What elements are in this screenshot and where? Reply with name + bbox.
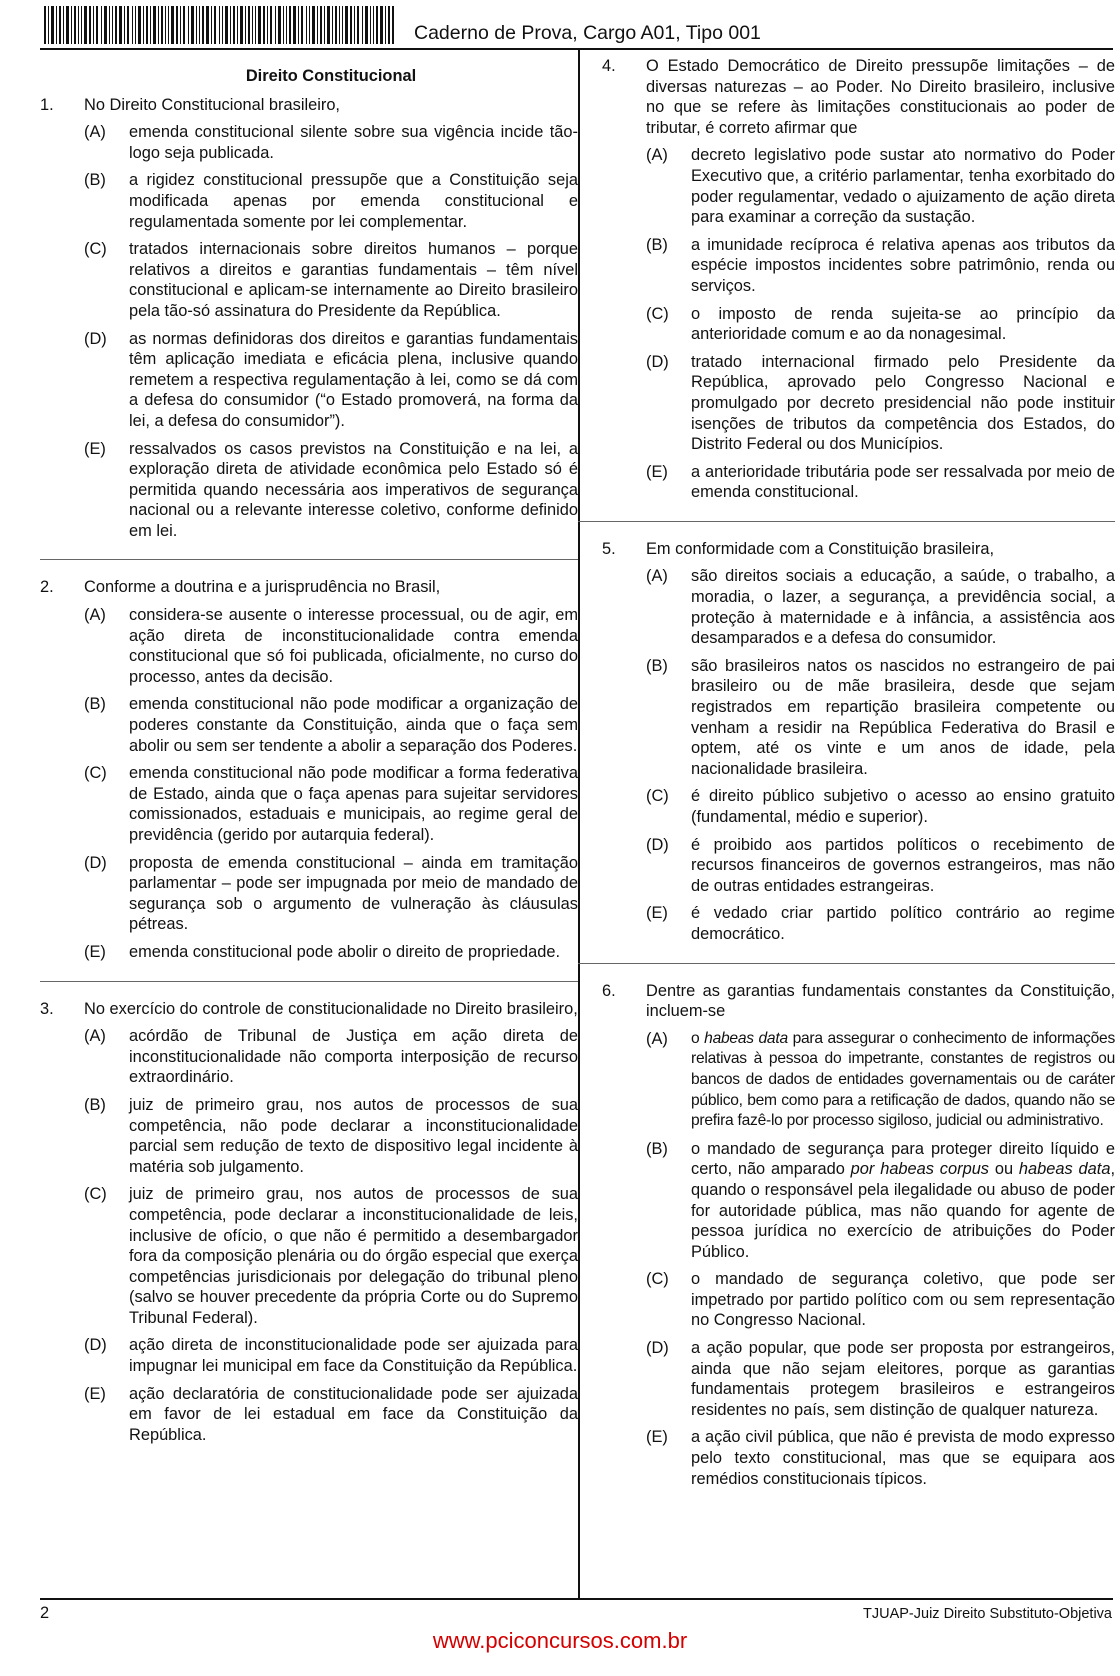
option-text: juiz de primeiro grau, nos autos de processos de sua competência, pode declarar a inconstitucionalidade de leis, inclusive de ofício, o que não é permitido a desembargador fora da composição plenária ou do órgão especial que exerça competências jurisdicionais por delegação do tribunal pleno (salvo se houver precedente da própria Corte ou do Supremo Tribunal Federal). [129, 1185, 578, 1327]
option-d [602, 352, 1115, 455]
option-d [40, 853, 578, 935]
source-url-link[interactable]: www.pciconcursos.com.br [432, 1628, 688, 1653]
option-d [602, 1338, 1115, 1420]
option-d [40, 1335, 578, 1376]
option-text: emenda constitucional pode abolir o direito de propriedade. [129, 942, 560, 961]
option-letter: (C) [646, 787, 669, 806]
question-number: 3. [40, 999, 54, 1018]
option-c [40, 763, 578, 845]
option-letter: (D) [84, 853, 107, 872]
latin-term: habeas data [1018, 1160, 1111, 1179]
option-b [40, 1095, 578, 1177]
option-text: proposta de emenda constitucional – ainda em tramitação parlamentar – pode ser impugnada por meio de mandado de segurança sob o argumento de vulneração às cláusulas pétreas. [129, 853, 578, 934]
option-letter: (B) [646, 235, 668, 254]
option-text: o mandado de segurança coletivo, que pode ser impetrado por partido político com ou sem representação no Congresso Nacional. [691, 1270, 1115, 1330]
option-text: a imunidade recíproca é relativa apenas aos tributos da espécie impostos incidentes sobre patrimônio, renda ou serviços. [691, 235, 1115, 295]
option-c [602, 786, 1115, 827]
left-column [40, 66, 578, 1445]
option-d [40, 329, 578, 432]
question-2 [40, 577, 578, 962]
option-c [602, 1269, 1115, 1331]
exam-name: TJUAP-Juiz Direito Substituto-Objetiva [863, 1606, 1112, 1622]
option-letter: (C) [84, 764, 107, 783]
option-text: são brasileiros natos os nascidos no estrangeiro de pai brasileiro ou de mãe brasileira, desde que sejam registrados em repartição brasileira competente ou venham a residir na República Federativa do Brasil e optem, até os vinte e um anos de idade, pela nacionalidade brasileira. [691, 656, 1115, 778]
option-b [40, 694, 578, 756]
option-text: é vedado criar partido político contrário ao regime democrático. [691, 904, 1115, 943]
question-number: 2. [40, 578, 54, 597]
option-a [602, 1029, 1115, 1132]
option-text: emenda constitucional não pode modificar a organização de poderes constante da Constituição, ainda que o faça sem abolir ou sem ser tendente a abolir a separação dos Poderes. [129, 695, 578, 755]
option-letter: (D) [84, 1336, 107, 1355]
right-column [602, 56, 1115, 1489]
column-divider [578, 48, 580, 1600]
option-text: ação declaratória de constitucionalidade pode ser ajuizada em favor de lei estadual em face da Constituição da República. [129, 1384, 578, 1444]
option-text: a anterioridade tributária pode ser ressalvada por meio de emenda constitucional. [691, 462, 1115, 502]
option-letter: (E) [84, 942, 106, 961]
barcode [44, 6, 394, 44]
option-text: o mandado de segurança para proteger direito líquido e certo, não amparado por habeas corpus ou habeas data, quando o responsável pela ilegalidade ou abuso de poder for autoridade pública, mas não quando for agente de pessoa jurídica no exercício de atribuições do Poder Público. [691, 1139, 1115, 1261]
option-letter: (A) [646, 567, 668, 586]
option-letter: (A) [646, 146, 668, 165]
option-letter: (D) [646, 352, 669, 371]
option-c [602, 304, 1115, 345]
option-text: acórdão de Tribunal de Justiça em ação direta de inconstitucionalidade não comporta interposição de recurso extraordinário. [129, 1027, 578, 1087]
option-e [602, 462, 1115, 503]
option-letter: (D) [646, 835, 669, 854]
option-letter: (D) [646, 1339, 669, 1358]
question-separator [40, 559, 578, 560]
option-text: ação direta de inconstitucionalidade pode ser ajuizada para impugnar lei municipal em face da Constituição da República. [129, 1336, 578, 1376]
option-e [40, 439, 578, 542]
option-letter: (B) [646, 656, 668, 675]
option-text: emenda constitucional não pode modificar a forma federativa de Estado, ainda que o faça apenas para sujeitar servidores comissionados, estaduais e municipais, ao regime geral de previdência (gerido por autarquia federal). [129, 764, 578, 844]
option-letter: (A) [84, 606, 106, 625]
option-d [602, 835, 1115, 897]
question-separator [578, 963, 1115, 964]
option-letter: (B) [646, 1139, 668, 1158]
option-letter: (C) [84, 240, 107, 259]
option-text: o imposto de renda sujeita-se ao princípio da anterioridade comum e ao da nonagesimal. [691, 304, 1115, 344]
option-a [602, 566, 1115, 648]
question-stem: Conforme a doutrina e a jurisprudência no Brasil, [84, 578, 441, 597]
question-number: 4. [602, 57, 616, 75]
page-number: 2 [40, 1604, 50, 1622]
question-stem: No exercício do controle de constitucionalidade no Direito brasileiro, [84, 999, 578, 1018]
option-c [40, 1184, 578, 1328]
question-5 [602, 539, 1115, 945]
option-e [602, 1427, 1115, 1489]
question-number: 6. [602, 981, 616, 1000]
option-text: é direito público subjetivo o acesso ao ensino gratuito (fundamental, médio e superior). [691, 787, 1115, 826]
question-separator [578, 521, 1115, 522]
option-text: a ação civil pública, que não é prevista de modo expresso pelo texto constitucional, mas que se equipara aos remédios constitucionais típicos. [691, 1428, 1115, 1488]
option-text: é proibido aos partidos políticos o recebimento de recursos financeiros de governos estrangeiros, mas não de outras entidades estrangeiras. [691, 835, 1115, 895]
option-text: tratados internacionais sobre direitos humanos – porque relativos a direitos e garantias fundamentais – têm nível constitucional e aplicam-se internamente ao Direito brasileiro pela tão-só assinatura do Presidente da República. [129, 240, 578, 320]
exam-booklet-title: Caderno de Prova, Cargo A01, Tipo 001 [414, 22, 761, 44]
option-e [40, 942, 578, 963]
option-text: a ação popular, que pode ser proposta por estrangeiros, ainda que não sejam eleitores, porque as garantias fundamentais protegem brasileiros e estrangeiros residentes no país, sem distinção de qualquer natureza. [691, 1339, 1115, 1419]
option-text: ressalvados os casos previstos na Constituição e na lei, a exploração direta de atividade econômica pelo Estado só é permitida quando necessária aos imperativos de segurança nacional ou a relevante interesse coletivo, conforme definido em lei. [129, 439, 578, 540]
question-6 [602, 981, 1115, 1490]
latin-term: habeas data [704, 1029, 788, 1047]
option-letter: (E) [646, 1428, 668, 1447]
latin-term: por habeas corpus [850, 1160, 990, 1179]
option-letter: (E) [646, 904, 668, 923]
option-a [40, 122, 578, 163]
option-letter: (D) [84, 329, 107, 348]
option-text: o habeas data para assegurar o conhecimento de informações relativas à pessoa do impetrante, constantes de registros ou bancos de dados de entidades governamentais ou de caráter público, bem como para a retificação de dados, quando não se prefira fazê-lo por processo sigiloso, judicial ou administrativo. [691, 1029, 1115, 1130]
question-stem: No Direito Constitucional brasileiro, [84, 95, 340, 114]
option-c [40, 239, 578, 321]
option-a [40, 605, 578, 687]
question-stem: Em conformidade com a Constituição brasileira, [646, 539, 994, 558]
option-text: emenda constitucional silente sobre sua vigência incide tão-logo seja publicada. [129, 123, 578, 162]
option-text: as normas definidoras dos direitos e garantias fundamentais têm aplicação imediata e eficácia plena, inclusive quando remetem a respectiva regulamentação à lei, como se dá com a defesa do consumidor (“o Estado promoverá, na forma da lei, a defesa do consumidor”). [129, 329, 578, 430]
question-4 [602, 56, 1115, 503]
footer-divider [40, 1598, 1113, 1600]
option-text: a rigidez constitucional pressupõe que a Constituição seja modificada apenas por emenda constitucional e regulamentada somente por lei complementar. [129, 171, 578, 231]
option-b [602, 656, 1115, 780]
question-3 [40, 999, 578, 1446]
option-a [602, 145, 1115, 227]
question-separator [40, 981, 578, 982]
option-letter: (B) [84, 695, 106, 714]
option-letter: (C) [646, 1270, 669, 1289]
option-letter: (A) [646, 1029, 668, 1048]
option-letter: (C) [84, 1185, 107, 1204]
question-stem: O Estado Democrático de Direito pressupõe limitações – de diversas naturezas – ao Poder. No Direito brasileiro, inclusive no que se refere às limitações constitucionais ao poder de tributar, é correto afirmar que [646, 57, 1115, 137]
option-a [40, 1026, 578, 1088]
question-number: 5. [602, 539, 616, 558]
option-letter: (A) [84, 123, 106, 142]
option-b [602, 235, 1115, 297]
option-e [40, 1384, 578, 1446]
option-letter: (E) [84, 1384, 106, 1403]
option-letter: (B) [84, 171, 106, 190]
question-stem: Dentre as garantias fundamentais constantes da Constituição, incluem-se [646, 981, 1115, 1021]
option-b [602, 1139, 1115, 1263]
option-letter: (E) [646, 462, 668, 481]
question-number: 1. [40, 95, 54, 114]
option-letter: (B) [84, 1095, 106, 1114]
option-text: decreto legislativo pode sustar ato normativo do Poder Executivo que, a critério parlamentar, tenha exorbitado do poder regulamentar, vedado o ajuizamento de ação direta para examinar a correção da sustação. [691, 146, 1115, 227]
option-letter: (C) [646, 304, 669, 323]
option-letter: (E) [84, 439, 106, 458]
option-text: juiz de primeiro grau, nos autos de processos de sua competência, não pode declarar a inconstitucionalidade parcial sem redução de texto de dispositivo legal incidente à matéria sob julgamento. [129, 1095, 578, 1176]
header-divider [40, 48, 1113, 50]
subject-heading: Direito Constitucional [245, 67, 417, 85]
option-text: são direitos sociais a educação, a saúde, o trabalho, a moradia, o lazer, a segurança, a previdência social, a proteção à maternidade e à infância, a assistência aos desamparados e a defesa do consumidor. [691, 567, 1115, 648]
option-letter: (A) [84, 1027, 106, 1046]
question-1 [40, 95, 578, 542]
option-e [602, 903, 1115, 944]
option-text: tratado internacional firmado pelo Presidente da República, aprovado pelo Congresso Nacional e promulgado por decreto presidencial não pode instituir isenções de tributos da competência dos Estados, do Distrito Federal ou dos Municípios. [691, 352, 1115, 454]
option-text: considera-se ausente o interesse processual, ou de agir, em ação direta de inconstitucionalidade contra emenda constitucional que só foi publicada, oficialmente, no curso do processo, antes da decisão. [129, 606, 578, 686]
option-b [40, 170, 578, 232]
